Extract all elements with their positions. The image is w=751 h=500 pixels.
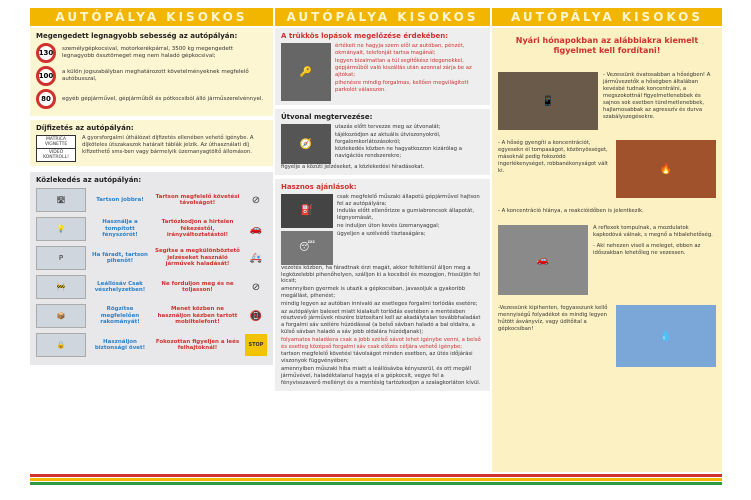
tips-top	[281, 194, 484, 265]
list-item: vezetés közben, ha fáradtnak érzi magát, akkor feltétlenül álljon meg a legközelebbi pihenőhelyen, szálljon ki a kocsiból és mozogjon, frissüljön fel kicsit;	[281, 264, 480, 285]
ambulance-icon: 🚑	[249, 252, 263, 264]
traffic-right-text: Tartson megfelelő követési távolságot!	[155, 193, 240, 206]
vignette-sign-bottom: VIDEÓ KONTROLL!	[43, 150, 69, 160]
list-item: pihenésre mindig forgalmas, kellően megvilágított parkolót válasszon.	[335, 79, 469, 93]
header-col2: AUTÓPÁLYA KISOKOS	[275, 8, 490, 26]
headlight-image: 💡	[36, 217, 86, 241]
summer-title: Nyári hónapokban az alábbiakra kiemelt figyelmet kell fordítani!	[515, 36, 699, 55]
traffic-right-text: Fokozottan figyeljen a leés felhajtóknál!	[155, 338, 240, 351]
speed-text: a külön jogszabályban meghatározott követelményeknek megfelelő autóbusszal,	[62, 69, 249, 82]
vignette-sign	[36, 135, 76, 162]
list-item: csak megfelelő műszaki állapotú gépjárművel hajtson fel az autópályára;	[337, 193, 480, 207]
traffic-left-text: Rögzítse megfelelően rakományát!	[100, 306, 140, 326]
traffic-row	[36, 303, 267, 329]
speed-text: egyéb gépjárművel, gépjárműből és pótkocsiból álló járműszerelvénnyel.	[62, 95, 264, 102]
traffic-jam-image: 🚗	[498, 225, 588, 295]
summer-text: - A koncentráció hiánya, a reakcióidőben is jelentkezik.	[498, 208, 644, 214]
tips-title: Hasznos ajánlások:	[281, 182, 357, 191]
water-glass-image: 💧	[616, 305, 716, 367]
summer-text: - A hőség gyengíti a koncentrációt, egyesekn él tompaságot, közönyösséget, másoknál pedig fokozódó ingerlékenységet, robbanékonyságot vált ki.	[498, 140, 608, 174]
summer-text-group	[593, 225, 716, 295]
hot-steering-image: 🔥	[616, 140, 716, 198]
list-item: értékeit ne hagyja szem elől az autóban, pénzét, okmányait, telefonját tartsa magánál;	[335, 43, 465, 56]
gps-image: 🧭	[281, 124, 331, 164]
route-note: figyelje a közúti jelzéseket, a közlekedési híradásokat.	[281, 164, 425, 170]
footer-stripe-red	[30, 474, 722, 477]
traffic-right-text: Segítse a megkülönböztető jelzéseket használó járművek haladását!	[155, 248, 240, 268]
traffic-left-text: Használja a tompított fényszórót!	[102, 219, 138, 239]
tips-list-top	[337, 194, 484, 265]
speed-section	[30, 28, 273, 116]
list-item: gépjárműből való kiszállás után azonnal zárja be az ajtókat;	[335, 65, 472, 79]
speed-item	[36, 43, 267, 63]
speed-item	[36, 66, 267, 86]
theft-title: A trükkös lopások megelőzése érdekében:	[281, 32, 449, 40]
traffic-right-text: Ne forduljon meg és ne toljasson!	[161, 280, 234, 293]
no-phone-icon: 📵	[249, 310, 263, 322]
traffic-title: Közlekedés az autópályán:	[36, 176, 142, 184]
header-col3: AUTÓPÁLYA KISOKOS	[492, 8, 722, 26]
vignette-text: A gyorsforgalmi úthálózat díjfizetés ellenében vehető igénybe. A díjköteles útszakaszok határait táblák jelzik. Az úthasználati díj kifizethető sms-ben vagy bármelyik üzemanyagtöltő állomáson.	[82, 135, 254, 155]
summer-block	[492, 223, 722, 297]
vignette-body	[36, 135, 267, 162]
speed-title: Megengedett legnagyobb sebesség az autópályán:	[36, 32, 238, 40]
route-section	[275, 109, 490, 175]
list-item: folyamatos haladásra csak a jobb szélső sávot lehet igénybe venni, a belső és esetleg középső forgalmi sáv csak előzés céljára vehető igénybe;	[281, 336, 481, 350]
stop-icon: STOP	[245, 334, 267, 356]
theft-body	[281, 43, 484, 101]
cargo-image: 📦	[36, 304, 86, 328]
shoulder-image: 🚧	[36, 275, 86, 299]
speed-sign-100: 100	[36, 66, 56, 86]
header-col1: AUTÓPÁLYA KISOKOS	[30, 8, 273, 26]
footer-stripe-green	[30, 482, 722, 485]
no-u-turn-icon: ⊘	[251, 281, 261, 293]
summer-text: A reflexek tompulnak, a mozdulatok kapkodóvá válnak, s megnő a hibalehetőség.	[593, 225, 713, 238]
tips-images	[281, 194, 333, 265]
traffic-left-text: Tartson jobbra!	[96, 196, 144, 203]
route-body	[281, 124, 484, 164]
tips-list	[281, 265, 484, 387]
traffic-section	[30, 172, 273, 365]
vignette-title: Díjfizetés az autópályán:	[36, 124, 134, 132]
traffic-row	[36, 187, 267, 213]
summer-text: -Vezessünk kipihenten, fogyasszunk kellő mennyiségű folyadékot és mindig legyen hűtött ásványvíz, vagy üdítőital a gépkocsiban!	[498, 305, 608, 332]
summer-block	[492, 70, 722, 132]
traffic-row	[36, 332, 267, 358]
speed-sign-80: 80	[36, 89, 56, 109]
list-item: tartson megfelelő követési távolságot minden esetben, az ütés időjárási viszonyok függvényében;	[281, 351, 473, 365]
column-3	[492, 28, 722, 472]
list-item: közlekedés közben ne hagyatkozzon kizárólag a navigációs rendszerekre;	[335, 146, 462, 160]
traffic-right-text: Menet közben ne használjon kézben tartott mobiltelefont!	[157, 306, 238, 326]
list-item: ügyeljen a szélvédő tisztaságára;	[337, 230, 426, 237]
summer-block	[492, 138, 722, 200]
dashboard-image: ⛽	[281, 194, 333, 228]
traffic-left-text: Leállósáv Csak vészhelyzetben!	[94, 280, 146, 293]
car-icon: 🚗	[249, 223, 263, 235]
summer-block	[492, 303, 722, 369]
car-key-image: 🔑	[281, 43, 331, 101]
theft-section	[275, 28, 490, 105]
list-item: amennyiben műszaki hiba miatt a leállósávba kényszerül, és ott megáll járművével, haladéktalanul hagyja el a gépkocsit, vegye fel a fényvisszaverő mellényt és a mentésig tartózkodjon a szalagkorláton kívül.	[281, 365, 481, 386]
traffic-left-text: Ha fáradt, tartson pihenőt!	[92, 251, 148, 264]
tips-section	[275, 179, 490, 392]
list-item: utazás előtt tervezze meg az útvonalát;	[335, 124, 441, 130]
vignette-sign-top: MATRICA VIGNETTE	[37, 136, 75, 149]
vignette-section	[30, 120, 273, 166]
list-item: tájékozódjon az aktuális útviszonyokról, forgalomkorlátozásokról;	[335, 131, 441, 145]
list-item: indulás előtt ellenőrizze a gumiabroncsok állapotát, légnyomását,	[337, 208, 475, 222]
traffic-right-text: Tartózkodjon a hirtelen fékezéstől, irányváltoztatástól!	[161, 219, 234, 239]
footer-stripe-yellow	[30, 478, 722, 481]
traffic-row	[36, 216, 267, 242]
route-list	[335, 124, 484, 164]
traffic-left-text: Használjon biztonsági övet!	[94, 338, 146, 351]
column-2	[275, 28, 490, 472]
no-overtaking-icon: ⊘	[251, 194, 261, 206]
column-1	[30, 28, 273, 472]
traffic-row	[36, 245, 267, 271]
road-image: 🛣	[36, 188, 86, 212]
speed-text: személygépkocsival, motorkerékpárral, 3500 kg megengedett legnagyobb össztömeget meg nem haladó gépkocsival;	[62, 46, 234, 59]
list-item: mindig legyen az autóban innivaló az esetleges forgalmi torlódás esetére;	[281, 300, 478, 307]
speed-sign-130: 130	[36, 43, 56, 63]
list-item: az autópályán baleset miatt kialakult torlódás esetében a mentésben résztvevő járművek részére biztosítani kell az akadálytalan továbbhaladást a forgalmi sáv szélére húzódással (a belső sávban haladó a bal oldalra, a külső sávban haladó a sáv jobb oldalára húzódjanak);	[281, 308, 481, 335]
summer-text: - Vezessünk óvatosabban a hőségben! A járművezetők a hőségben általában kevésbé tudnak koncentrálni, a megszokottnál figyelmetlenebbek és sajnos sok esetben türelmetlenebbek, hajlamosabbak az agresszív és durva szabályszegésekre.	[603, 72, 711, 120]
summer-block	[492, 206, 722, 217]
theft-list	[335, 43, 484, 101]
traffic-row	[36, 274, 267, 300]
driver-phone-image: 📱	[498, 72, 598, 130]
list-item: amennyiben gyermek is utazik a gépkocsiban, javasoljuk a gyakoribb megállást, pihenést;	[281, 286, 466, 299]
summer-text: - Aki nehezen viseli a meleget, ebben az időszakban lehetőleg ne vezessen.	[593, 243, 701, 256]
parking-sign-image: P	[36, 246, 86, 270]
tired-driver-image: 😴	[281, 231, 333, 265]
route-title: Útvonal megtervezése:	[281, 113, 373, 121]
list-item: legyen bizalmatlan a túl segítőkész idegenekkel,	[335, 57, 464, 64]
list-item: ne induljon úton kevés üzemanyaggal;	[337, 222, 440, 229]
speed-item	[36, 89, 267, 109]
seatbelt-image: 🔒	[36, 333, 86, 357]
